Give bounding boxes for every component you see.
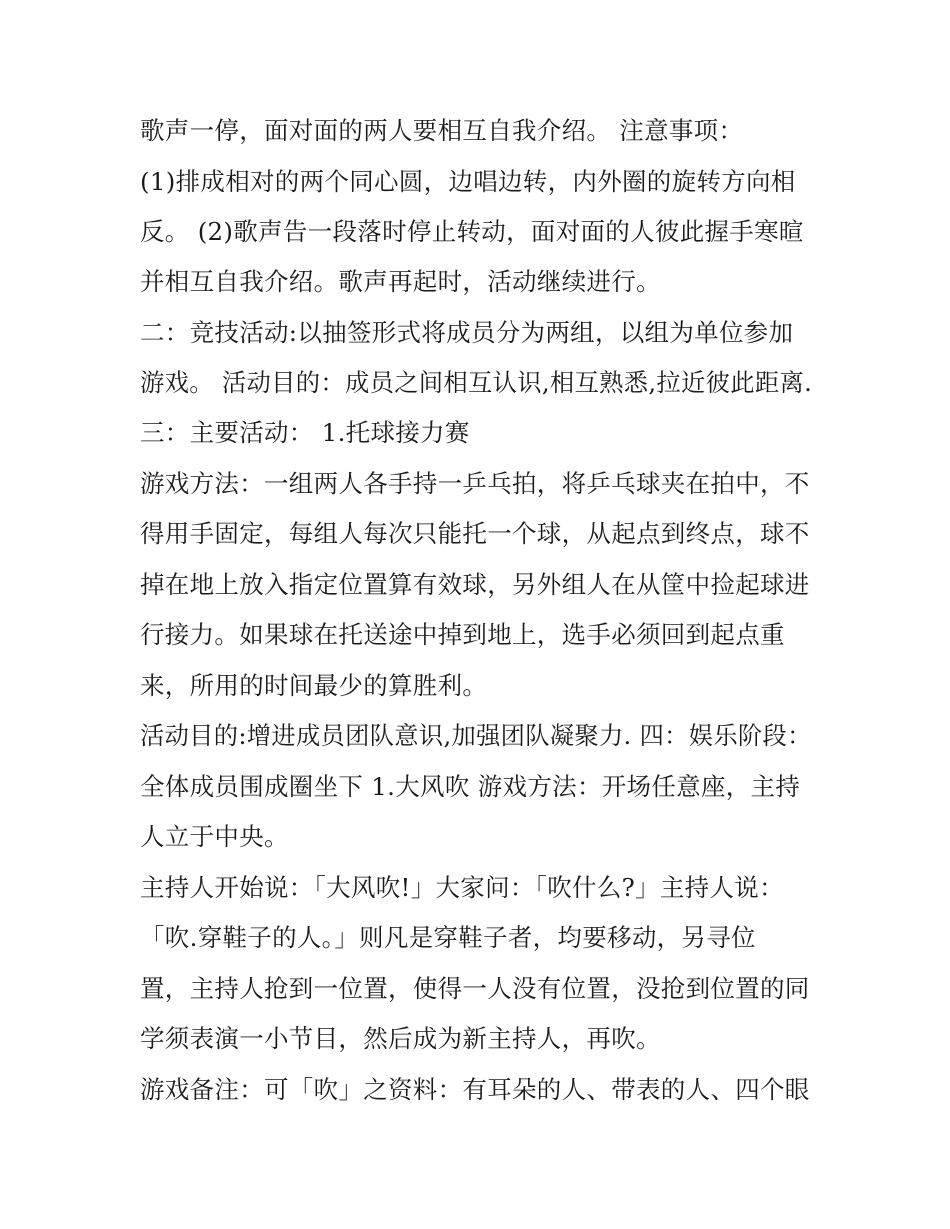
text-line: 反。 (2)歌声告一段落时停止转动，面对面的人彼此握手寒暄 [140, 217, 804, 246]
text-line: 游戏方法：一组两人各手持一乒乓拍，将乒乓球夹在拍中，不 [140, 469, 810, 498]
text-line: 得用手固定，每组人每次只能托一个球，从起点到终点，球不 [140, 519, 810, 548]
text-line: 游戏。 活动目的：成员之间相互认识,相互熟悉,拉近彼此距离. [140, 368, 813, 397]
text-line: 活动目的:增进成员团队意识,加强团队凝聚力. 四：娱乐阶段： [140, 721, 812, 750]
text-line: 游戏备注：可「吹」之资料：有耳朵的人、带表的人、四个眼 [140, 1075, 810, 1104]
text-line: 歌声一停，面对面的两人要相互自我介绍。 注意事项： [140, 116, 744, 145]
text-line: 并相互自我介绍。歌声再起时，活动继续进行。 [140, 267, 661, 296]
text-line: 二：竞技活动:以抽签形式将成员分为两组，以组为单位参加 [140, 318, 794, 347]
text-line: 掉在地上放入指定位置算有效球，另外组人在从筐中捡起球进 [140, 570, 810, 599]
text-line: 全体成员围成圈坐下 1.大风吹 游戏方法：开场任意座，主持 [140, 772, 801, 801]
text-line: 主持人开始说：「大风吹!」大家问：「吹什么?」主持人说： [140, 873, 784, 902]
text-line: 来，所用的时间最少的算胜利。 [140, 671, 488, 700]
text-line: 三：主要活动： 1.托球接力赛 [140, 418, 470, 447]
text-line: (1)排成相对的两个同心圆，边唱边转，内外圈的旋转方向相 [140, 167, 796, 196]
text-line: 「吹.穿鞋子的人。」则凡是穿鞋子者，均要移动，另寻位 [140, 923, 756, 952]
text-line: 学须表演一小节目，然后成为新主持人，再吹。 [140, 1024, 661, 1053]
text-line: 置，主持人抢到一位置，使得一人没有位置，没抢到位置的同 [140, 974, 810, 1003]
text-line: 人立于中央。 [140, 822, 289, 851]
text-line: 行接力。如果球在托送途中掉到地上，选手必须回到起点重 [140, 620, 785, 649]
